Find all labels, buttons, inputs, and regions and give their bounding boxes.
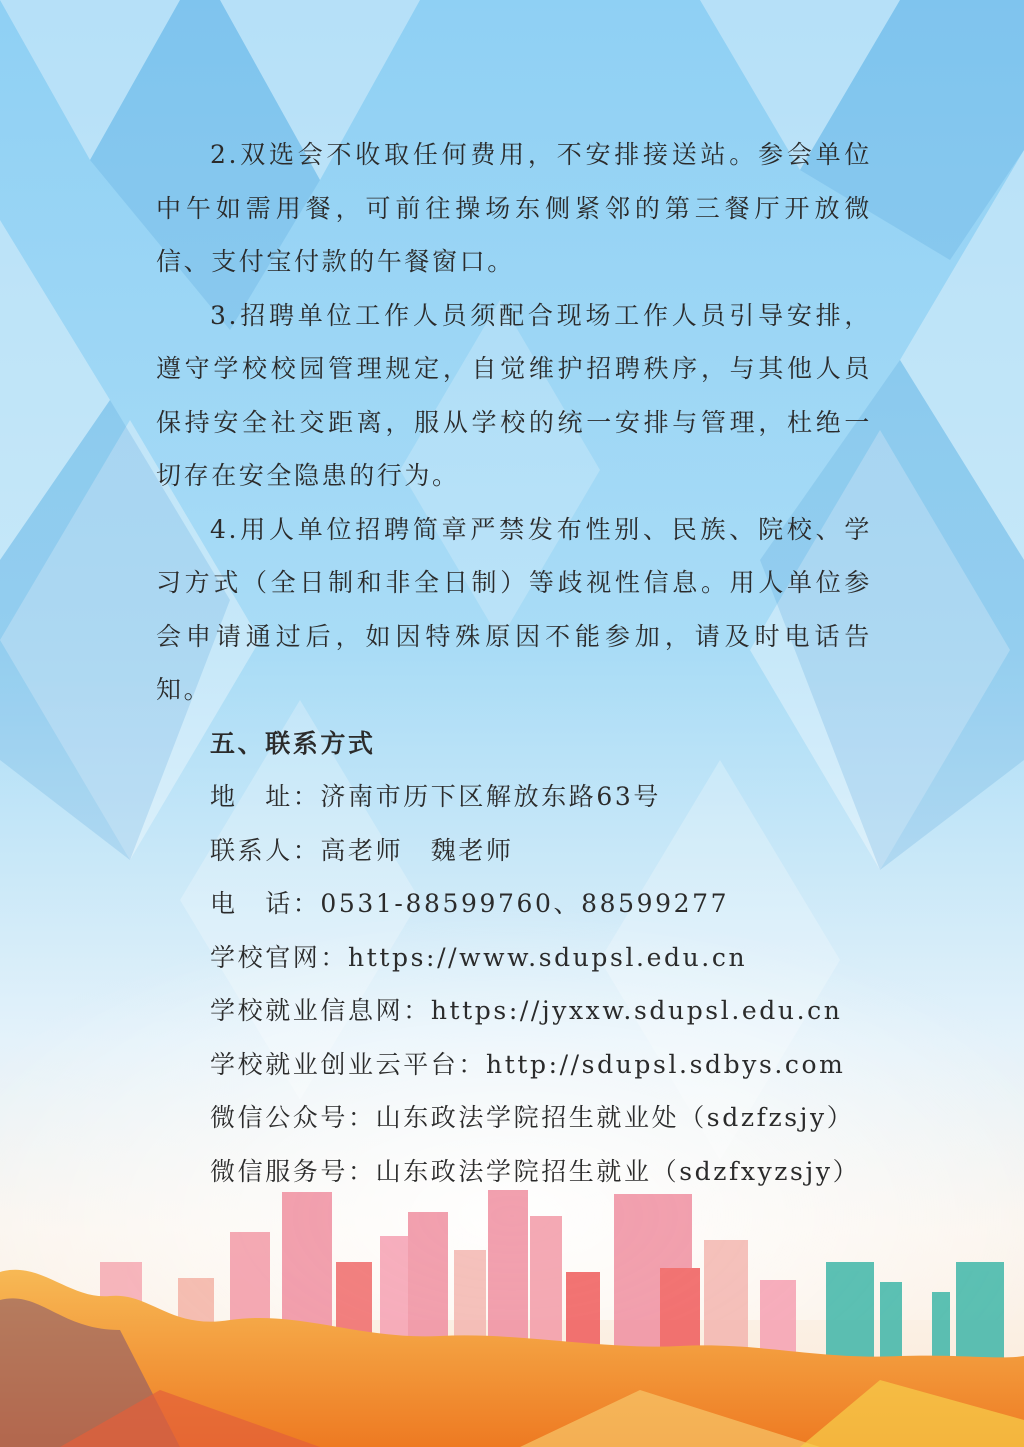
contact-person	[156, 824, 872, 878]
contact-cloud-platform	[156, 1038, 872, 1092]
contact-heading: 五、联系方式	[210, 728, 376, 758]
contact-value: 山东政法学院招生就业（sdzfxyzsjy）	[375, 1156, 861, 1186]
document-body	[156, 128, 872, 1198]
notice-item-4: 4.用人单位招聘简章严禁发布性别、民族、院校、学习方式（全日制和非全日制）等歧视性信息。用人单位参会申请通过后，如因特殊原因不能参加，请及时电话告知。	[156, 514, 872, 704]
contact-value: 济南市历下区解放东路63号	[320, 782, 662, 811]
contact-value-link[interactable]: http://sdupsl.sdbys.com	[486, 1049, 846, 1079]
contact-value: 高老师 魏老师	[320, 835, 514, 865]
contact-value: 0531-88599760、88599277	[320, 889, 730, 918]
contact-address	[156, 770, 872, 824]
contact-label: 地 址：	[210, 782, 321, 811]
contact-phone	[156, 877, 872, 931]
notice-item-3: 3.招聘单位工作人员须配合现场工作人员引导安排，遵守学校校园管理规定，自觉维护招聘秩序，与其他人员保持安全社交距离，服从学校的统一安排与管理，杜绝一切存在安全隐患的行为。	[156, 300, 872, 490]
contact-label: 学校官网：	[210, 942, 349, 972]
contact-value-link[interactable]: https://jyxxw.sdupsl.edu.cn	[430, 996, 843, 1025]
contact-label: 联系人：	[210, 835, 321, 865]
contact-label: 电 话：	[210, 889, 321, 918]
contact-value: 山东政法学院招生就业处（sdzfzsjy）	[375, 1103, 855, 1132]
notice-item-2: 2.双选会不收取任何费用，不安排接送站。参会单位中午如需用餐，可前往操场东侧紧邻的第三餐厅开放微信、支付宝付款的午餐窗口。	[156, 140, 872, 276]
contact-job-site	[156, 984, 872, 1038]
contact-label: 微信服务号：	[210, 1156, 376, 1186]
contact-label: 学校就业信息网：	[210, 996, 431, 1025]
contact-value-link[interactable]: https://www.sdupsl.edu.cn	[348, 942, 748, 972]
contact-wechat-official	[156, 1091, 872, 1145]
contact-wechat-service	[156, 1145, 872, 1199]
contact-label: 微信公众号：	[210, 1103, 376, 1132]
contact-label: 学校就业创业云平台：	[210, 1049, 487, 1079]
contact-website	[156, 931, 872, 985]
